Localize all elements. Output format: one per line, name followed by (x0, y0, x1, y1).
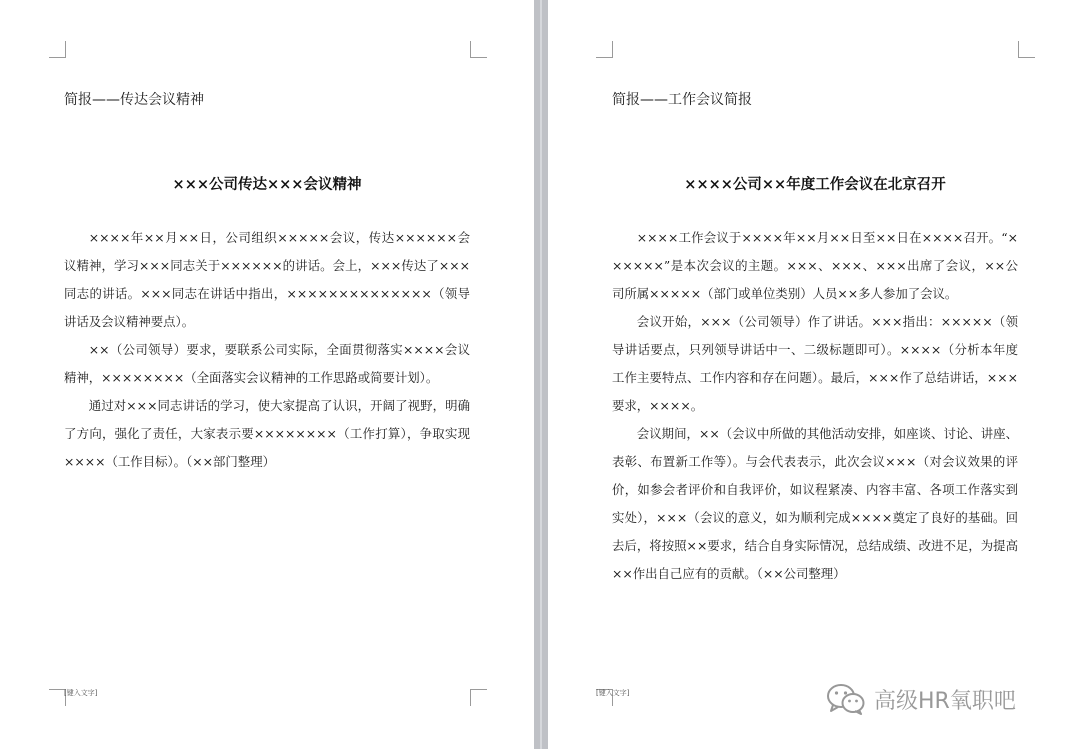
document-page-2 (548, 0, 1080, 749)
body-paragraph[interactable]: ××××工作会议于××××年××月××日至××日在××××召开。“××××××”是本次会议的主题。×××、×××、×××出席了会议，××公司所属×××××（部门或单位类别）人员××多人参加了会议。 (612, 230, 1018, 301)
page-gutter-divider (540, 0, 542, 749)
page-header: 简报——传达会议精神 (64, 92, 204, 108)
watermark (826, 682, 1016, 716)
margin-corner-bottom-right (470, 689, 487, 706)
document-title[interactable]: ×××公司传达×××会议精神 (172, 176, 362, 193)
footer-placeholder-field[interactable]: [键入文字] (596, 689, 630, 697)
margin-corner-top-left (49, 41, 66, 58)
wechat-icon (826, 682, 866, 716)
margin-corner-top-right (1018, 41, 1035, 58)
body-paragraph[interactable]: ××（公司领导）要求，要联系公司实际，全面贯彻落实××××会议精神，××××××××（全面落实会议精神的工作思路或简要计划）。 (64, 342, 470, 385)
watermark-text: 高级HR氧职吧 (874, 688, 1016, 714)
body-paragraph[interactable]: 通过对×××同志讲话的学习，使大家提高了认识，开阔了视野，明确了方向，强化了责任，大家表示要××××××××（工作打算），争取实现××××（工作目标）。（××部门整理） (64, 398, 470, 469)
document-page-1 (0, 0, 534, 749)
page-header: 简报——工作会议简报 (612, 92, 752, 108)
margin-corner-top-right (470, 41, 487, 58)
document-body[interactable] (64, 224, 470, 476)
document-title[interactable]: ××××公司××年度工作会议在北京召开 (684, 176, 946, 193)
body-paragraph[interactable]: 会议期间，××（会议中所做的其他活动安排，如座谈、讨论、讲座、表彰、布置新工作等）。与会代表表示，此次会议×××（对会议效果的评价，如参会者评价和自我评价，如议程紧凑、内容丰富、各项工作落实到实处），×××（会议的意义，如为顺利完成××××奠定了良好的基础。回去后，将按照××要求，结合自身实际情况，总结成绩、改进不足，为提高××作出自己应有的贡献。（××公司整理） (612, 426, 1018, 581)
document-body[interactable] (612, 224, 1018, 588)
body-paragraph[interactable]: ××××年××月××日，公司组织×××××会议，传达××××××会议精神，学习×××同志关于××××××的讲话。会上，×××传达了×××同志的讲话。×××同志在讲话中指出，××××××××××××××（领导讲话及会议精神要点）。 (64, 230, 470, 329)
footer-placeholder-field[interactable]: [键入文字] (64, 689, 98, 697)
margin-corner-top-left (596, 41, 613, 58)
body-paragraph[interactable]: 会议开始，×××（公司领导）作了讲话。×××指出：×××××（领导讲话要点，只列领导讲话中一、二级标题即可）。××××（分析本年度工作主要特点、工作内容和存在问题）。最后，×××作了总结讲话，×××要求，××××。 (612, 314, 1018, 413)
